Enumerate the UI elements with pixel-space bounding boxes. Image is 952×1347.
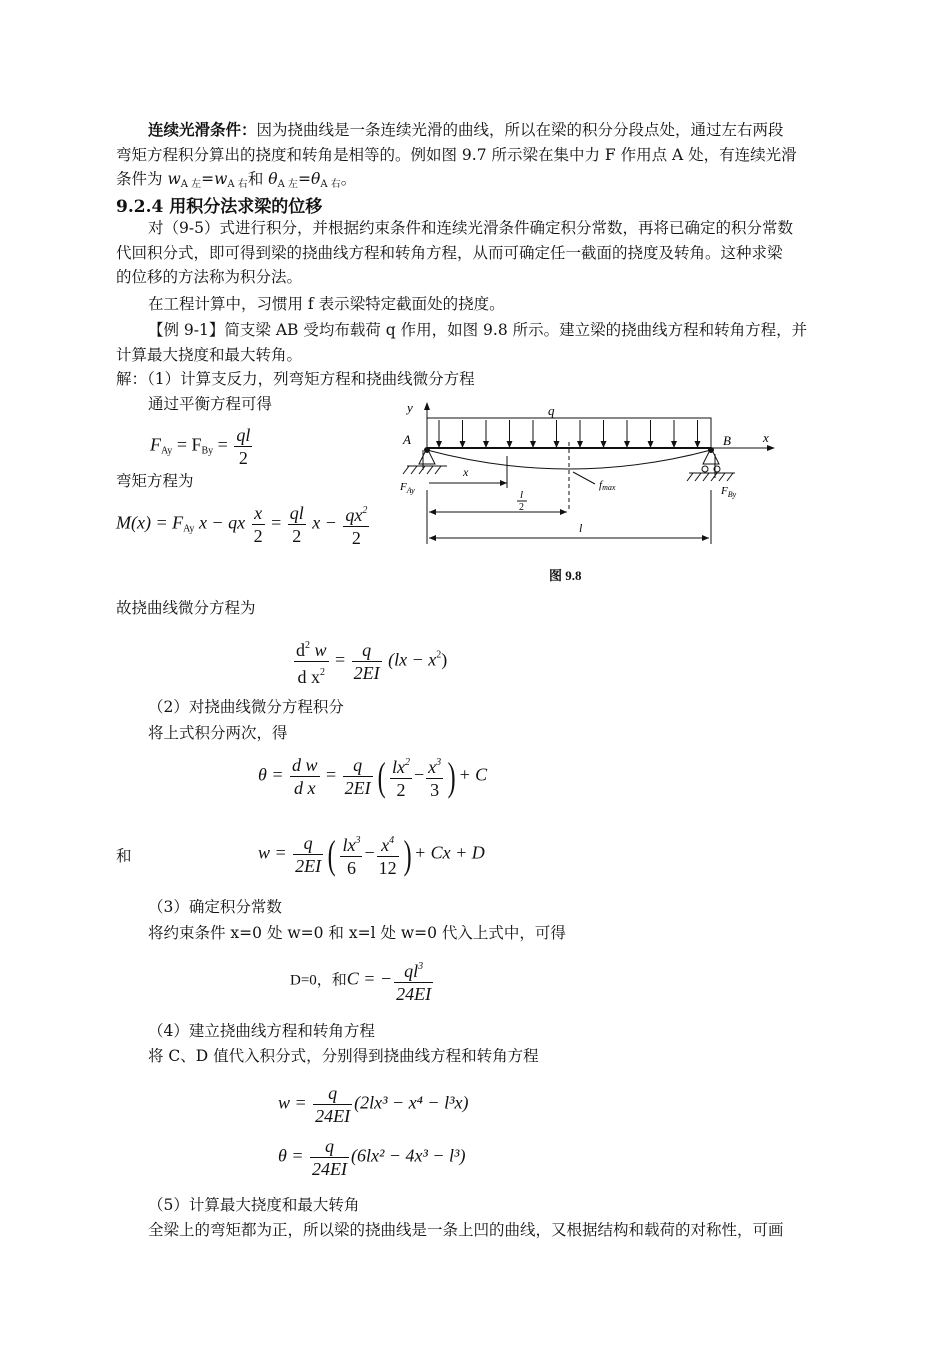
reaction-sub2: By — [201, 445, 214, 457]
left-hatch — [403, 466, 441, 474]
moment-eq: = — [271, 512, 282, 533]
load-arrowhead-icon — [460, 441, 466, 448]
theta1-num: d w — [292, 755, 318, 775]
and-word: 和 — [247, 170, 269, 188]
solution-step5: （5）计算最大挠度和最大转角 — [148, 1196, 360, 1214]
w1-qnum: q — [293, 832, 323, 855]
diff-dx: d x — [297, 667, 320, 687]
theta1-a-den: 2 — [396, 780, 406, 800]
fmax-leader — [573, 472, 595, 484]
reaction-eq2: = — [217, 434, 228, 455]
w1-a-den: 6 — [346, 858, 356, 878]
moment-mid2: x − — [312, 512, 337, 533]
sub-A-right-2: A 右 — [320, 179, 341, 190]
diff-frac — [294, 635, 329, 688]
w2-frac — [313, 1082, 352, 1127]
example-line1: 【例 9-1】简支梁 AB 受均布载荷 q 作用，如图 9.8 所示。建立梁的挠曲线方程和转角方程，并 — [148, 321, 808, 339]
diff-qfrac — [352, 639, 382, 684]
load-arrowhead-icon — [601, 441, 607, 448]
solution-step1: 解：（1）计算支反力，列弯矩方程和挠曲线微分方程 — [116, 370, 475, 388]
and-label: 和 — [116, 847, 132, 865]
period: 。 — [340, 170, 357, 188]
theta1-a-num: $lx^2$ — [390, 752, 412, 779]
left-pin-icon — [424, 447, 430, 453]
w2-qden: 24EI — [315, 1106, 351, 1126]
load-arrowhead-icon — [483, 441, 489, 448]
solution-step1a: 通过平衡方程可得 — [148, 395, 273, 413]
load-arrows — [436, 420, 701, 448]
diff-qden: 2EI — [353, 663, 380, 683]
reaction-sub1: Ay — [161, 445, 173, 457]
c-frac — [394, 956, 433, 1005]
moment-sup3: 2 — [362, 505, 368, 516]
solution-step3a: 将约束条件 x=0 处 w=0 和 x=l 处 w=0 代入上式中，可得 — [148, 924, 566, 942]
moment-label: 弯矩方程为 — [116, 472, 194, 490]
sub-A-left: A 左 — [180, 179, 202, 190]
moment-sub: Ay — [183, 523, 195, 535]
load-arrowhead-icon — [554, 441, 560, 448]
moment-num3-text: qx — [345, 505, 363, 525]
right-hatch — [687, 473, 733, 481]
theta2-lhs: θ = — [278, 1145, 304, 1166]
theta2-qden: 24EI — [312, 1159, 347, 1179]
w1-b — [377, 830, 399, 879]
theta1-b-den: 3 — [430, 780, 440, 800]
reaction-equation — [150, 424, 254, 469]
moment-num1: x — [252, 502, 265, 525]
w-symbol: w — [167, 170, 181, 188]
fmax-label: fmax — [599, 479, 616, 492]
solution-step2a: 将上式积分两次，得 — [148, 724, 288, 742]
w1-a — [340, 830, 362, 879]
B-label: B — [723, 433, 731, 448]
x-dim-label: x — [463, 465, 469, 479]
theta1-eq: = — [326, 764, 337, 785]
solution-step4: （4）建立挠曲线方程和转角方程 — [148, 1022, 375, 1040]
sub-A-left-2: A 左 — [277, 179, 298, 190]
l-half-den: 2 — [519, 502, 524, 513]
roller-left-icon — [702, 466, 708, 472]
theta-symbol-2: θ — [311, 170, 321, 188]
sub-A-right: A 右 — [227, 179, 248, 190]
moment-lhs: M(x) = F — [116, 512, 184, 533]
theta-symbol: θ — [268, 170, 278, 188]
para2-line1: 对（9-5）式进行积分，并根据约束条件和连续光滑条件确定积分常数，再将已确定的积分常数 — [148, 219, 793, 237]
l-half-num: l — [520, 489, 524, 501]
theta-integral: θ = $\frac{\text{d w}}{\text{d x}}$ = $\frac{q}{2EI}$ ( $\frac{lx^2}{2}$ − $\frac{x^3}{3}$ ) + C — [258, 754, 488, 800]
w1-tail: + Cx + D — [413, 842, 485, 863]
moment-num2: ql — [289, 503, 304, 523]
moment-num3 — [343, 500, 369, 527]
right-pin-icon — [708, 447, 714, 453]
load-arrowhead-icon — [648, 441, 654, 448]
moment-frac3 — [343, 500, 369, 549]
paren-close: ) — [447, 754, 456, 799]
solution-step2: （2）对挠曲线微分方程积分 — [148, 698, 344, 716]
w-symbol-2: w — [214, 170, 228, 188]
theta1-tail: + C — [458, 764, 488, 785]
w2-lhs: w = — [278, 1092, 307, 1113]
diff-qnum: q — [352, 639, 382, 662]
y-axis-arrow-icon — [424, 402, 430, 410]
FBy-label: $F_{By}$ — [721, 485, 737, 499]
load-arrowhead-icon — [577, 441, 583, 448]
beam-figure — [395, 398, 787, 550]
moment-equation — [116, 500, 371, 549]
x-dim-arrow-icon — [500, 480, 507, 486]
w2-body: (2lx³ − x⁴ − l³x) — [354, 1092, 469, 1113]
moment-frac1 — [252, 502, 265, 547]
w1-a-num: $lx^3$ — [340, 830, 362, 857]
l-half-arrow-right-icon — [560, 509, 567, 515]
w1-q — [293, 832, 323, 877]
load-arrowhead-icon — [624, 441, 630, 448]
y-label: y — [407, 400, 413, 415]
reaction-lhs: F — [150, 434, 161, 455]
theta1-lhs: θ = — [258, 764, 284, 785]
solution-step4a: 将 C、D 值代入积分式，分别得到挠曲线方程和转角方程 — [148, 1047, 539, 1065]
paren-open: ( — [377, 754, 386, 799]
w1-lhs: w = — [258, 842, 287, 863]
theta1-a — [390, 752, 412, 801]
moment-den3: 2 — [351, 528, 361, 548]
load-arrowhead-icon — [530, 441, 536, 448]
load-arrowhead-icon — [695, 441, 701, 448]
load-arrowhead-icon — [507, 441, 513, 448]
theta1-b — [426, 752, 443, 801]
l-arrow-left-icon — [429, 535, 436, 541]
diff-w: w — [310, 640, 327, 660]
l-arrow-right-icon — [702, 535, 709, 541]
eq-sign-2: = — [298, 170, 311, 188]
diff-rest: (lx − x — [388, 649, 437, 670]
example-line2: 计算最大挠度和最大转角。 — [116, 346, 303, 364]
paren-open-2: ( — [327, 832, 336, 877]
diff-sup: 2 — [305, 640, 310, 651]
theta1-b-num: $x^3$ — [426, 752, 443, 779]
solution-step3: （3）确定积分常数 — [148, 898, 282, 916]
w1-b-num: $x^4$ — [377, 830, 399, 857]
theta2-qnum: q — [310, 1135, 349, 1158]
para1-lead: 连续光滑条件： — [148, 120, 257, 139]
l-label: l — [579, 521, 583, 535]
reaction-eq: = F — [176, 434, 202, 455]
diff-num — [294, 635, 329, 662]
para1-pre: 条件为 — [116, 170, 168, 188]
solution-step5a: 全梁上的弯矩都为正，所以梁的挠曲线是一条上凹的曲线，又根据结构和载荷的对称性，可画 — [148, 1221, 784, 1239]
para2-line3: 的位移的方法称为积分法。 — [116, 268, 303, 286]
w-final-equation — [278, 1082, 468, 1127]
theta1-dw — [290, 754, 320, 799]
w1-qden: 2EI — [295, 856, 322, 876]
theta1-den: d x — [294, 778, 316, 798]
c-lhs: C = − — [346, 968, 393, 989]
constants-equation — [290, 956, 435, 1005]
moment-den1: 2 — [253, 526, 263, 546]
para1-line1 — [148, 119, 784, 141]
theta-final-equation — [278, 1135, 465, 1180]
theta1-q — [343, 754, 373, 799]
diff-d: d — [296, 640, 305, 660]
theta2-body: (6lx² − 4x³ − l³) — [351, 1145, 466, 1166]
reaction-den: 2 — [238, 448, 248, 468]
diff-eq: = — [335, 649, 346, 670]
diff-equation — [292, 635, 447, 688]
para1-line2: 弯矩方程积分算出的挠度和转角是相等的。例如图 9.7 所示梁在集中力 F 作用点 A 处，有连续光滑 — [116, 146, 797, 164]
w2-qnum: q — [313, 1082, 352, 1105]
q-label: q — [548, 403, 555, 418]
para2-line4: 在工程计算中，习惯用 f 表示梁特定截面处的挠度。 — [148, 295, 505, 313]
theta1-qden: 2EI — [344, 778, 371, 798]
moment-den2: 2 — [292, 526, 302, 546]
l-half-arrow-left-icon — [429, 509, 436, 515]
para2-line2: 代回积分式，即可得到梁的挠曲线方程和转角方程，从而可确定任一截面的挠度及转角。这种求梁 — [116, 244, 783, 262]
para1-text1: 因为挠曲线是一条连续光滑的曲线，所以在梁的积分分段点处，通过左右两段 — [256, 121, 784, 139]
eq-sign: = — [201, 170, 215, 188]
reaction-num: ql — [236, 425, 251, 445]
reaction-fraction — [234, 424, 252, 469]
diff-label: 故挠曲线微分方程为 — [116, 599, 256, 617]
A-label: A — [403, 432, 411, 447]
w-integral: w = $\frac{q}{2EI}$ ( $\frac{lx^3}{6}$ − $\frac{x^4}{12}$ ) + Cx + D — [258, 832, 485, 878]
theta1-qnum: q — [343, 754, 373, 777]
x-axis-arrow-icon — [767, 445, 775, 451]
x-axis-label: x — [763, 430, 769, 445]
diff-rest-end: ) — [441, 649, 448, 670]
diff-den-sup: 2 — [320, 667, 325, 678]
moment-mid: x − qx — [198, 512, 246, 533]
load-arrowhead-icon — [436, 441, 442, 448]
load-arrowhead-icon — [671, 441, 677, 448]
c-num: $ql^3$ — [394, 956, 433, 983]
diff-rest-sup: 2 — [436, 649, 442, 661]
theta2-frac — [310, 1135, 349, 1180]
section-title: 9.2.4 用积分法求梁的位移 — [116, 197, 323, 217]
paren-close-2: ) — [403, 832, 412, 877]
d-result: D=0，和 — [290, 972, 347, 989]
w1-b-den: 12 — [378, 858, 397, 878]
figure-caption: 图 9.8 — [549, 568, 582, 583]
c-den: 24EI — [396, 984, 432, 1004]
moment-frac2 — [288, 502, 306, 547]
FAy-label: $F_{Ay}$ — [400, 481, 415, 495]
diff-den — [294, 662, 329, 688]
